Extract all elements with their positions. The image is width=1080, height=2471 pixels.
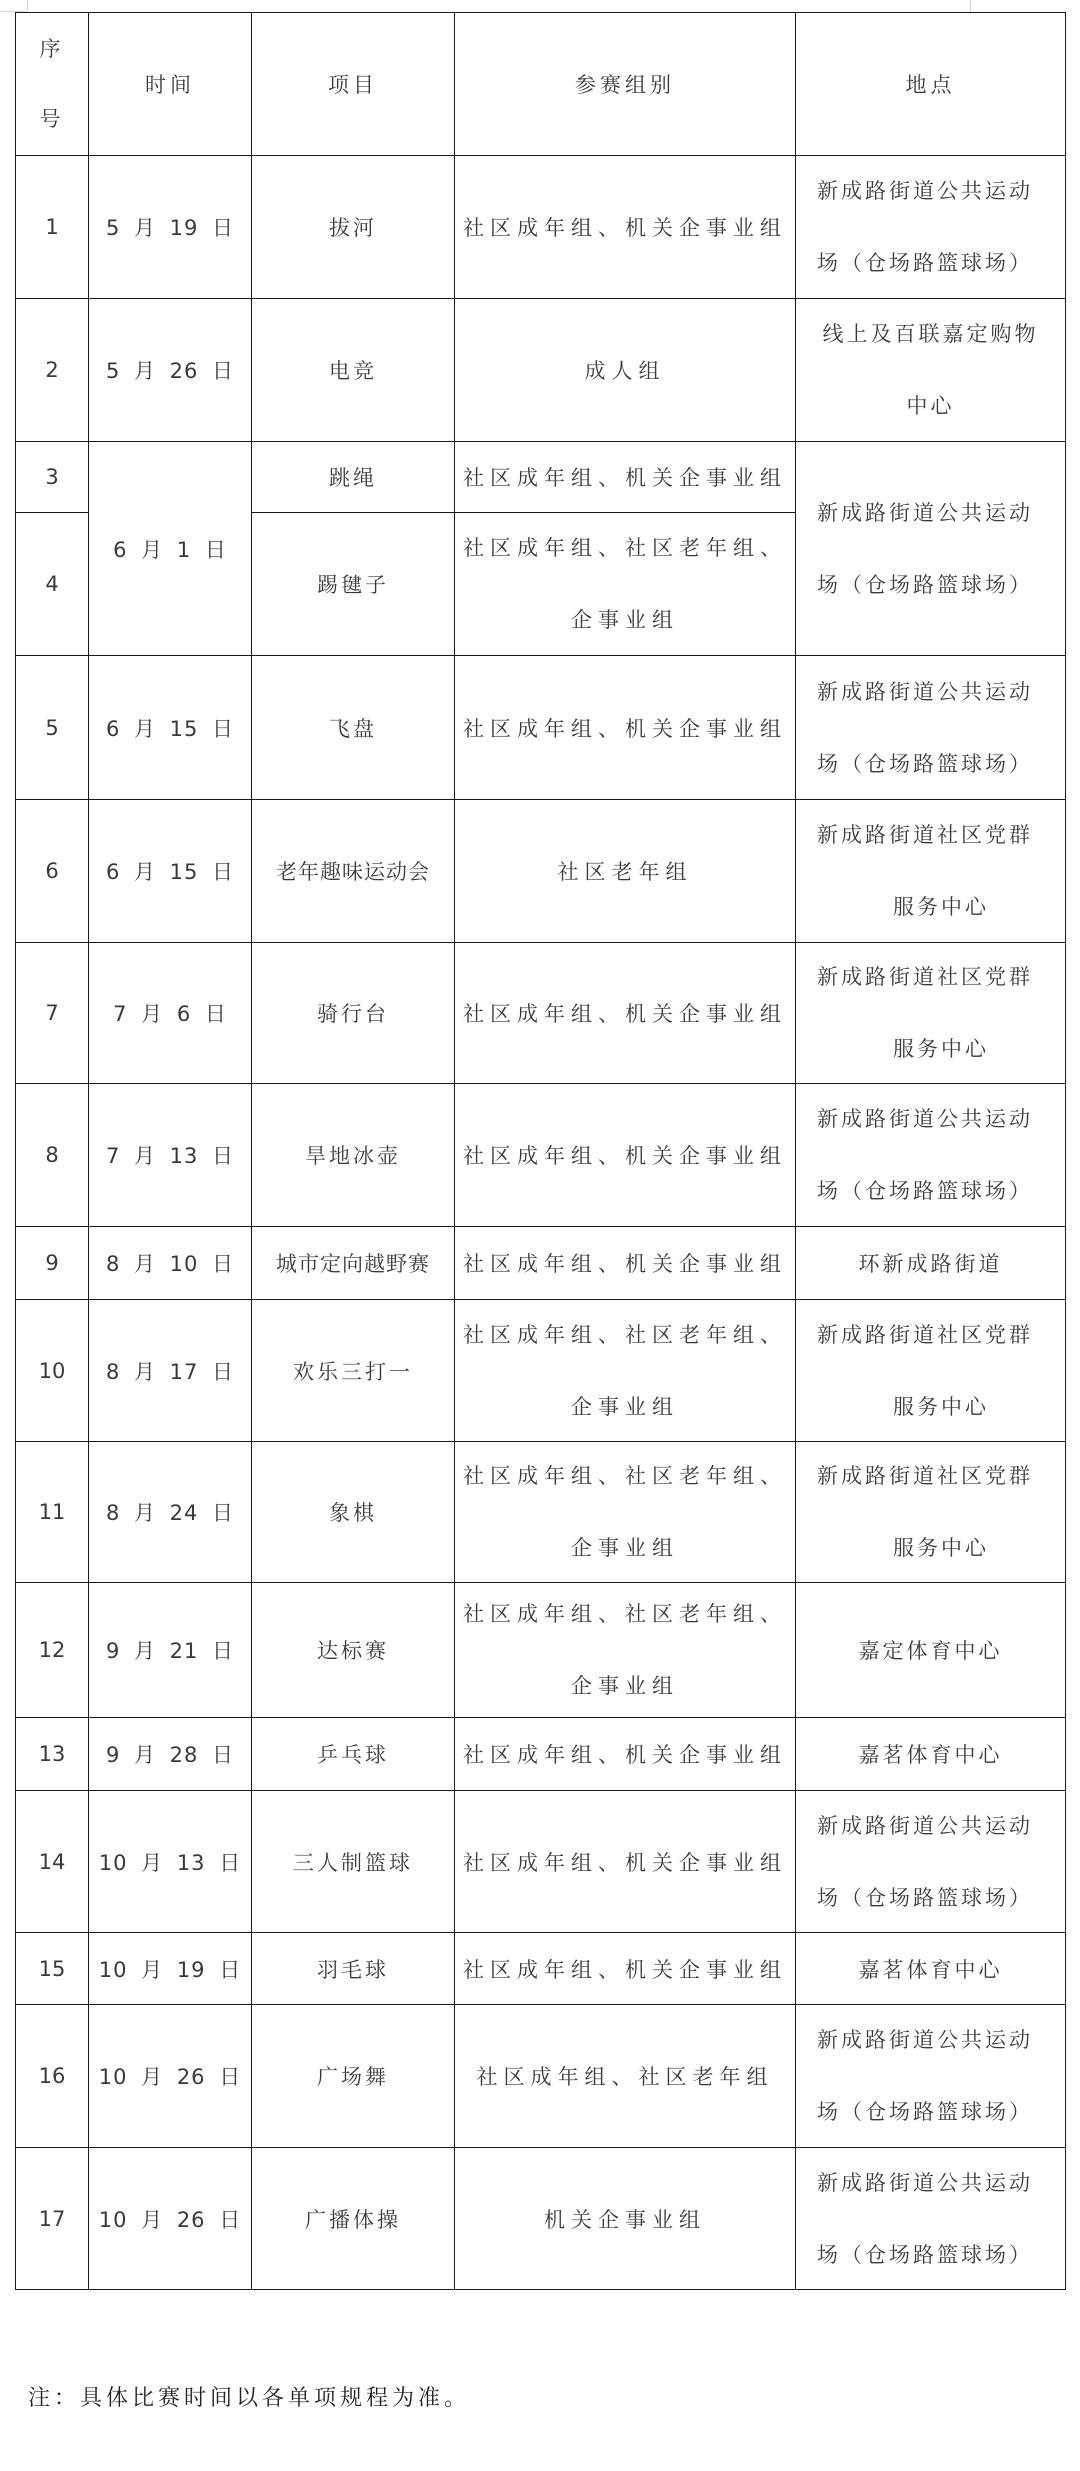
seq-number: 7 xyxy=(45,1001,59,1025)
group-line: 企事业组 xyxy=(571,1536,679,1560)
header-item xyxy=(251,12,455,156)
row-6-date xyxy=(88,799,252,943)
group-text: 社区老年组 xyxy=(557,860,693,884)
row-13-no xyxy=(15,1717,89,1791)
row-10-date xyxy=(88,1299,252,1442)
row-10-no xyxy=(15,1299,89,1442)
header-time-label: 时间 xyxy=(145,73,195,97)
row-14-date xyxy=(88,1790,252,1933)
row-9-date xyxy=(88,1226,252,1300)
header-group xyxy=(454,12,796,156)
seq-number: 5 xyxy=(45,715,59,740)
group-text: 社区成年组、机关企事业组 xyxy=(463,1252,787,1276)
group-line: 社区成年组、社区老年组、 xyxy=(463,536,787,560)
location-line: 场（仓场路篮球场） xyxy=(817,1885,1033,1910)
item-text: 广播体操 xyxy=(305,2207,401,2232)
seq-number: 1 xyxy=(45,215,59,239)
item-text: 达标赛 xyxy=(317,1639,389,1663)
item-text: 跳绳 xyxy=(329,466,377,490)
item-text: 象棋 xyxy=(329,1501,377,1525)
item-text: 欢乐三打一 xyxy=(293,1359,413,1384)
group-text: 社区成年组、机关企事业组 xyxy=(463,1144,787,1168)
seq-number: 15 xyxy=(38,1956,66,1981)
row-8-item xyxy=(251,1083,455,1227)
date-text: 5 月 19 日 xyxy=(105,216,235,240)
row-7-location xyxy=(795,942,1066,1084)
row-1-no xyxy=(15,155,89,299)
group-text: 社区成年组、机关企事业组 xyxy=(463,716,787,741)
row-13-date xyxy=(88,1717,252,1791)
row-9-no xyxy=(15,1226,89,1300)
row-8-no xyxy=(15,1083,89,1227)
row-15-group xyxy=(454,1932,796,2005)
row-9-item xyxy=(251,1226,455,1300)
item-text: 电竞 xyxy=(329,359,377,383)
seq-number: 2 xyxy=(45,358,59,382)
row-11-location xyxy=(795,1441,1066,1583)
page-margin-mark xyxy=(970,0,971,12)
row-1-item xyxy=(251,155,455,299)
header-location xyxy=(795,12,1066,156)
location-line: 场（仓场路篮球场） xyxy=(817,1179,1033,1203)
date-text: 8 月 24 日 xyxy=(105,1501,235,1525)
date-text: 10 月 26 日 xyxy=(98,2065,242,2089)
row-8-date xyxy=(88,1083,252,1227)
row-12-no xyxy=(15,1582,89,1718)
group-text: 社区成年组、机关企事业组 xyxy=(463,1002,787,1026)
group-line: 企事业组 xyxy=(571,1674,679,1698)
row-12-date xyxy=(88,1582,252,1718)
date-text: 9 月 28 日 xyxy=(105,1743,235,1767)
location-line: 嘉茗体育中心 xyxy=(858,1743,1003,1767)
date-text: 8 月 17 日 xyxy=(105,1359,235,1384)
row-10-item xyxy=(251,1299,455,1442)
row-11-item xyxy=(251,1441,455,1583)
seq-number: 4 xyxy=(45,572,59,596)
row-16-no xyxy=(15,2004,89,2148)
row-17-no xyxy=(15,2147,89,2290)
location-line: 新成路街道社区党群 xyxy=(817,1464,1033,1488)
group-line: 社区成年组、社区老年组、 xyxy=(463,1602,787,1626)
header-seq-line2: 号 xyxy=(39,107,65,131)
row-15-date xyxy=(88,1932,252,2005)
location-line: 新成路街道公共运动 xyxy=(817,1813,1033,1838)
location-line: 新成路街道公共运动 xyxy=(817,1107,1033,1131)
location-line: 场（仓场路篮球场） xyxy=(817,751,1033,776)
page-corner-mark-vertical xyxy=(27,0,28,11)
location-line: 新成路街道公共运动 xyxy=(817,2170,1033,2195)
date-text: 6 月 15 日 xyxy=(105,860,235,884)
row-2-no xyxy=(15,298,89,442)
row-3-group xyxy=(454,441,796,513)
row-5-date xyxy=(88,655,252,800)
row-11-group xyxy=(454,1441,796,1583)
item-text: 羽毛球 xyxy=(317,1957,389,1982)
location-line: 服务中心 xyxy=(893,895,989,919)
row-17-group xyxy=(454,2147,796,2290)
row-7-date xyxy=(88,942,252,1084)
row-6-no xyxy=(15,799,89,943)
location-line: 新成路街道公共运动 xyxy=(817,2028,1033,2052)
item-text: 骑行台 xyxy=(317,1002,389,1026)
row-7-no xyxy=(15,942,89,1084)
row-16-item xyxy=(251,2004,455,2148)
date-text: 6 月 1 日 xyxy=(113,537,227,562)
row-3-item xyxy=(251,441,455,513)
row-15-no xyxy=(15,1932,89,2005)
row-4-no xyxy=(15,512,89,656)
seq-number: 11 xyxy=(38,1500,66,1524)
row-1-group xyxy=(454,155,796,299)
row-2-location xyxy=(795,298,1066,442)
row-7-group xyxy=(454,942,796,1084)
seq-number: 12 xyxy=(38,1638,66,1662)
group-line: 社区成年组、社区老年组、 xyxy=(463,1322,787,1347)
row-15-location xyxy=(795,1932,1066,2005)
date-text: 5 月 26 日 xyxy=(105,359,235,383)
group-text: 社区成年组、机关企事业组 xyxy=(463,1957,787,1982)
location-line: 场（仓场路篮球场） xyxy=(817,572,1033,597)
row-14-group xyxy=(454,1790,796,1933)
row-5-item xyxy=(251,655,455,800)
seq-number: 13 xyxy=(38,1742,66,1766)
row-12-location xyxy=(795,1582,1066,1718)
item-text: 广场舞 xyxy=(317,2065,389,2089)
location-line: 新成路街道公共运动 xyxy=(817,179,1033,203)
group-text: 社区成年组、机关企事业组 xyxy=(463,1850,787,1875)
group-text: 社区成年组、机关企事业组 xyxy=(463,216,787,240)
seq-number: 14 xyxy=(38,1849,66,1874)
row-16-date xyxy=(88,2004,252,2148)
location-line: 新成路街道社区党群 xyxy=(817,965,1033,989)
header-seq-line1: 序 xyxy=(39,37,65,61)
date-text: 7 月 13 日 xyxy=(105,1144,235,1168)
date-text: 8 月 10 日 xyxy=(105,1252,235,1276)
group-text: 社区成年组、机关企事业组 xyxy=(463,1743,787,1767)
location-line: 新成路街道社区党群 xyxy=(817,1322,1033,1347)
location-line: 服务中心 xyxy=(893,1394,989,1419)
row-5-no xyxy=(15,655,89,800)
seq-number: 17 xyxy=(38,2206,66,2231)
row-10-group xyxy=(454,1299,796,1442)
row-11-no xyxy=(15,1441,89,1583)
row-2-date xyxy=(88,298,252,442)
location-line: 场（仓场路篮球场） xyxy=(817,2100,1033,2124)
seq-number: 9 xyxy=(45,1251,59,1275)
row-14-location xyxy=(795,1790,1066,1933)
seq-number: 10 xyxy=(38,1358,66,1383)
item-text: 三人制篮球 xyxy=(293,1850,413,1875)
row-1-location xyxy=(795,155,1066,299)
row-8-location xyxy=(795,1083,1066,1227)
group-line: 企事业组 xyxy=(571,1394,679,1419)
row-17-location xyxy=(795,2147,1066,2290)
item-text: 乒乓球 xyxy=(317,1743,389,1767)
row-16-group xyxy=(454,2004,796,2148)
row-7-item xyxy=(251,942,455,1084)
row-2-item xyxy=(251,298,455,442)
row-5-group xyxy=(454,655,796,800)
group-text: 机关企事业组 xyxy=(544,2207,706,2232)
header-location-label: 地点 xyxy=(905,73,956,97)
row-3-4-date xyxy=(88,441,252,656)
row-10-location xyxy=(795,1299,1066,1442)
row-14-item xyxy=(251,1790,455,1933)
row-5-location xyxy=(795,655,1066,800)
row-12-group xyxy=(454,1582,796,1718)
seq-number: 16 xyxy=(38,2064,66,2088)
location-line: 场（仓场路篮球场） xyxy=(817,2242,1033,2267)
item-text: 拔河 xyxy=(329,216,377,240)
date-text: 9 月 21 日 xyxy=(105,1639,235,1663)
row-13-location xyxy=(795,1717,1066,1791)
header-seq xyxy=(15,12,89,156)
seq-number: 8 xyxy=(45,1143,59,1167)
location-line: 环新成路街道 xyxy=(858,1252,1003,1276)
row-13-item xyxy=(251,1717,455,1791)
location-line: 新成路街道公共运动 xyxy=(817,679,1033,704)
group-text: 社区成年组、社区老年组 xyxy=(476,2065,774,2089)
row-9-location xyxy=(795,1226,1066,1300)
group-line: 企事业组 xyxy=(571,608,679,632)
row-9-group xyxy=(454,1226,796,1300)
location-line: 服务中心 xyxy=(893,1037,989,1061)
row-1-date xyxy=(88,155,252,299)
header-item-label: 项目 xyxy=(328,73,378,97)
date-text: 10 月 19 日 xyxy=(98,1957,242,1982)
row-6-location xyxy=(795,799,1066,943)
location-line: 服务中心 xyxy=(893,1536,989,1560)
row-14-no xyxy=(15,1790,89,1933)
item-text: 踢毽子 xyxy=(317,573,389,597)
row-3-4-location xyxy=(795,441,1066,656)
date-text: 7 月 6 日 xyxy=(113,1002,227,1026)
row-8-group xyxy=(454,1083,796,1227)
row-13-group xyxy=(454,1717,796,1791)
row-4-group xyxy=(454,512,796,656)
footnote: 注：具体比赛时间以各单项规程为准。 xyxy=(28,2386,471,2411)
row-17-item xyxy=(251,2147,455,2290)
row-2-group xyxy=(454,298,796,442)
group-line: 社区成年组、社区老年组、 xyxy=(463,1464,787,1488)
location-line: 场（仓场路篮球场） xyxy=(817,251,1033,275)
location-line: 新成路街道公共运动 xyxy=(817,500,1033,525)
location-line: 新成路街道社区党群 xyxy=(817,823,1033,847)
row-3-no xyxy=(15,441,89,513)
seq-number: 6 xyxy=(45,859,59,883)
location-line: 嘉茗体育中心 xyxy=(858,1957,1003,1982)
seq-number: 3 xyxy=(45,465,59,489)
location-line: 线上及百联嘉定购物 xyxy=(822,322,1039,346)
date-text: 10 月 13 日 xyxy=(98,1850,242,1875)
group-text: 成人组 xyxy=(584,359,666,383)
header-group-label: 参赛组别 xyxy=(575,73,675,97)
row-4-item xyxy=(251,512,455,656)
row-16-location xyxy=(795,2004,1066,2148)
item-text: 飞盘 xyxy=(329,716,377,741)
row-12-item xyxy=(251,1582,455,1718)
item-text: 城市定向越野赛 xyxy=(276,1252,430,1276)
date-text: 6 月 15 日 xyxy=(105,716,235,741)
row-15-item xyxy=(251,1932,455,2005)
location-line: 中心 xyxy=(906,394,955,418)
header-time xyxy=(88,12,252,156)
group-text: 社区成年组、机关企事业组 xyxy=(463,466,787,490)
row-11-date xyxy=(88,1441,252,1583)
item-text: 老年趣味运动会 xyxy=(276,860,430,884)
date-text: 10 月 26 日 xyxy=(98,2207,242,2232)
row-6-item xyxy=(251,799,455,943)
location-line: 嘉定体育中心 xyxy=(858,1639,1003,1663)
row-6-group xyxy=(454,799,796,943)
row-17-date xyxy=(88,2147,252,2290)
item-text: 旱地冰壶 xyxy=(305,1144,401,1168)
